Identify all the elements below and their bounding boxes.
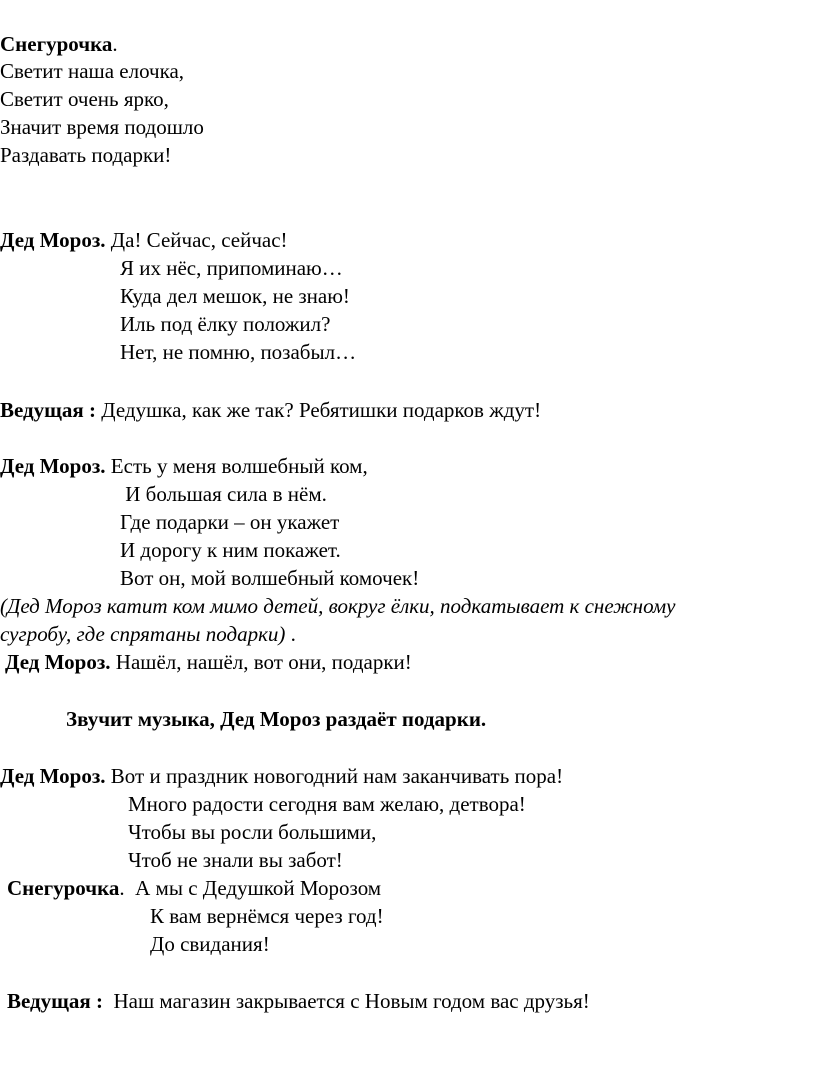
- speaker-name: Ведущая :: [7, 989, 104, 1013]
- speaker-line-3: Ведущая : Дедушка, как же так? Ребятишки подарков ждут!: [0, 398, 542, 422]
- verse-line: Светит наша елочка,: [0, 59, 185, 83]
- speaker-line-5: Дед Мороз. Нашёл, нашёл, вот они, подарки!: [5, 650, 412, 674]
- stage-direction-line-2: сугробу, где спрятаны подарки) .: [0, 622, 296, 646]
- verse-line: Чтобы вы росли большими,: [128, 820, 377, 844]
- verse-line: И дорогу к ним покажет.: [120, 538, 341, 562]
- speaker-line-1: Снегурочка.: [0, 32, 118, 56]
- speaker-name: Снегурочка: [0, 32, 113, 56]
- verse-line: Иль под ёлку положил?: [120, 312, 331, 336]
- speaker-line-4: Дед Мороз. Есть у меня волшебный ком,: [0, 454, 368, 478]
- music-direction: Звучит музыка, Дед Мороз раздаёт подарки.: [66, 707, 487, 731]
- verse-line: Куда дел мешок, не знаю!: [120, 284, 350, 308]
- speaker-name: Дед Мороз.: [0, 454, 106, 478]
- verse-line: Чтоб не знали вы забот!: [128, 848, 343, 872]
- verse-line: Вот он, мой волшебный комочек!: [120, 566, 420, 590]
- speaker-name: Дед Мороз.: [5, 650, 111, 674]
- verse-line: Светит очень ярко,: [0, 87, 169, 111]
- speaker-line-6: Дед Мороз. Вот и праздник новогодний нам заканчивать пора!: [0, 764, 564, 788]
- speaker-name: Дед Мороз.: [0, 764, 106, 788]
- verse-line: К вам вернёмся через год!: [150, 904, 384, 928]
- speaker-line-8: Ведущая : Наш магазин закрывается с Новым годом вас друзья!: [7, 989, 590, 1013]
- stage-direction-line-1: (Дед Мороз катит ком мимо детей, вокруг ёлки, подкатывает к снежному: [0, 594, 676, 618]
- verse-line: Нет, не помню, позабыл…: [120, 340, 357, 364]
- speaker-name: Снегурочка: [7, 876, 120, 900]
- verse-line: И большая сила в нём.: [120, 482, 327, 506]
- verse-line: Раздавать подарки!: [0, 143, 172, 167]
- verse-line: Где подарки – он укажет: [120, 510, 340, 534]
- verse-line: До свидания!: [150, 932, 270, 956]
- speaker-name: Дед Мороз.: [0, 228, 106, 252]
- speaker-line-2: Дед Мороз. Да! Сейчас, сейчас!: [0, 228, 288, 252]
- speaker-name: Ведущая :: [0, 398, 97, 422]
- verse-line: Много радости сегодня вам желаю, детвора!: [128, 792, 526, 816]
- verse-line: Значит время подошло: [0, 115, 204, 139]
- verse-line: Я их нёс, припоминаю…: [120, 256, 343, 280]
- speaker-line-7: Снегурочка. А мы с Дедушкой Морозом: [7, 876, 382, 900]
